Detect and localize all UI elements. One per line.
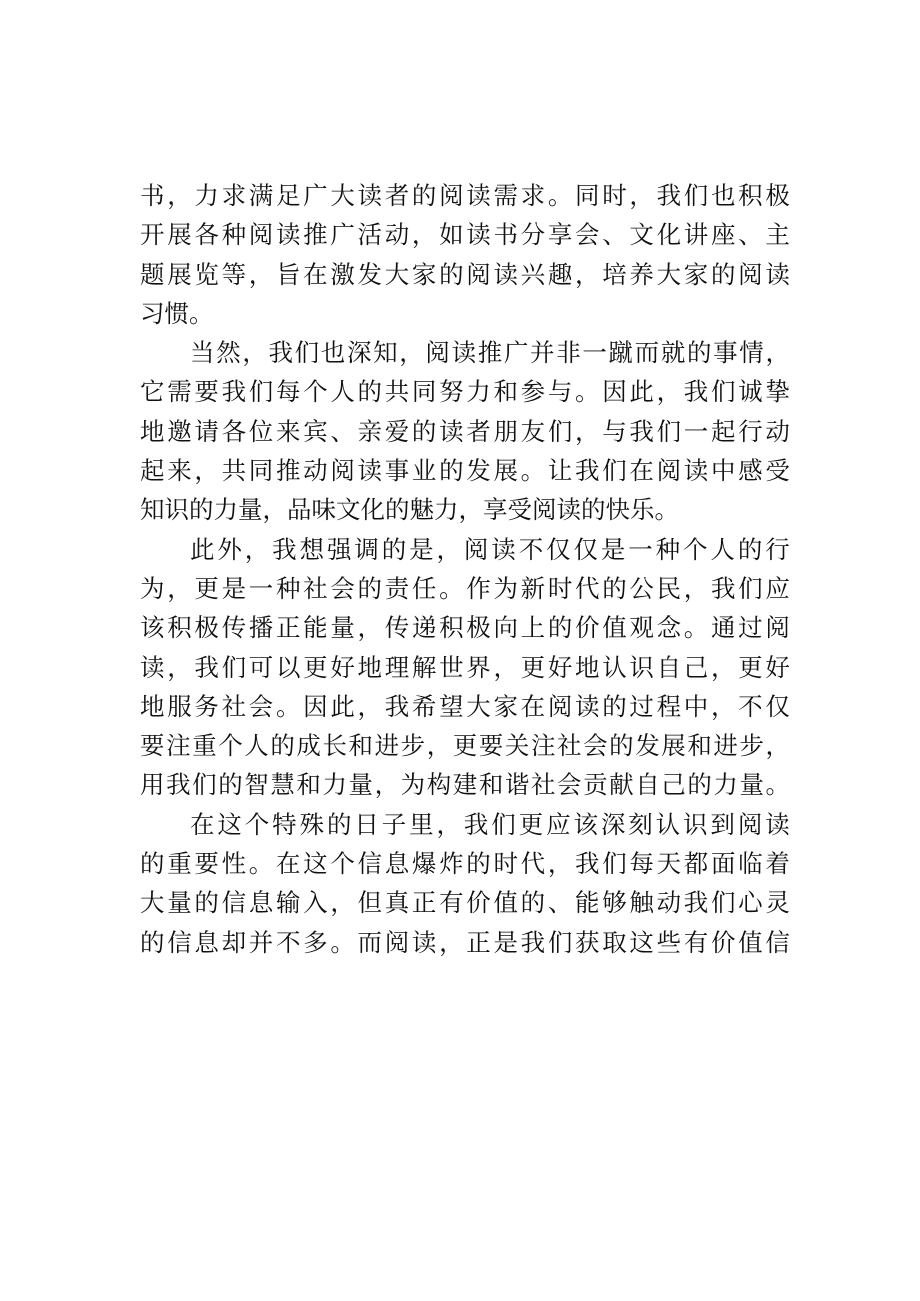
text-line: 题 展 览 等 ， 旨 在 激 发 大 家 的 阅 读 兴 趣 ， 培 养 大 家 的 阅 读 (140, 259, 790, 289)
text-line: 地 服 务 社 会 。 因 此 ， 我 希 望 大 家 在 阅 读 的 过 程 中 ， 不 仅 (140, 691, 790, 721)
text-line: 的 重 要 性 。 在 这 个 信 息 爆 炸 的 时 代 ， 我 们 每 天 都 面 临 着 (140, 849, 790, 879)
text-line: 知识的力量，品味文化的魅力，享受阅读的快乐。 (140, 495, 679, 525)
text-line: 用 我 们 的 智 慧 和 力 量 ， 为 构 建 和 谐 社 会 贡 献 自 己 的 力 量 。 (140, 770, 790, 800)
text-line: 当 然 ， 我 们 也 深 知 ， 阅 读 推 广 并 非 一 蹴 而 就 的 事 情 ， (190, 338, 790, 368)
text-line: 它 需 要 我 们 每 个 人 的 共 同 努 力 和 参 与 。 因 此 ， 我 们 诚 挚 (140, 377, 790, 407)
text-line: 大 量 的 信 息 输 入 ， 但 真 正 有 价 值 的 、 能 够 触 动 我 们 心 灵 (140, 888, 790, 918)
text-line: 读 ， 我 们 可 以 更 好 地 理 解 世 界 ， 更 好 地 认 识 自 己 ， 更 好 (140, 652, 790, 682)
text-line: 在 这 个 特 殊 的 日 子 里 ， 我 们 更 应 该 深 刻 认 识 到 阅 读 (190, 809, 790, 839)
text-line: 地 邀 请 各 位 来 宾 、 亲 爱 的 读 者 朋 友 们 ， 与 我 们 一 起 行 动 (140, 416, 790, 446)
text-line: 该 积 极 传 播 正 能 量 ， 传 递 积 极 向 上 的 价 值 观 念 。 通 过 阅 (140, 613, 790, 643)
text-line: 此 外 ， 我 想 强 调 的 是 ， 阅 读 不 仅 仅 是 一 种 个 人 的 行 (190, 534, 790, 564)
text-line: 习惯。 (140, 298, 214, 328)
text-line: 起 来 ， 共 同 推 动 阅 读 事 业 的 发 展 。 让 我 们 在 阅 读 中 感 受 (140, 456, 790, 486)
text-line: 书 ， 力 求 满 足 广 大 读 者 的 阅 读 需 求 。 同 时 ， 我 们 也 积 极 (140, 181, 790, 210)
body-text (140, 176, 790, 962)
text-line: 为 ， 更 是 一 种 社 会 的 责 任 。 作 为 新 时 代 的 公 民 ， 我 们 应 (140, 573, 790, 603)
text-line: 要 注 重 个 人 的 成 长 和 进 步 ， 更 要 关 注 社 会 的 发 展 和 进 步 ， (140, 731, 790, 761)
text-line: 的 信 息 却 并 不 多 。 而 阅 读 ， 正 是 我 们 获 取 这 些 有 价 值 信 (140, 927, 790, 957)
text-line: 开 展 各 种 阅 读 推 广 活 动 ， 如 读 书 分 享 会 、 文 化 讲 座 、 主 (140, 220, 790, 250)
